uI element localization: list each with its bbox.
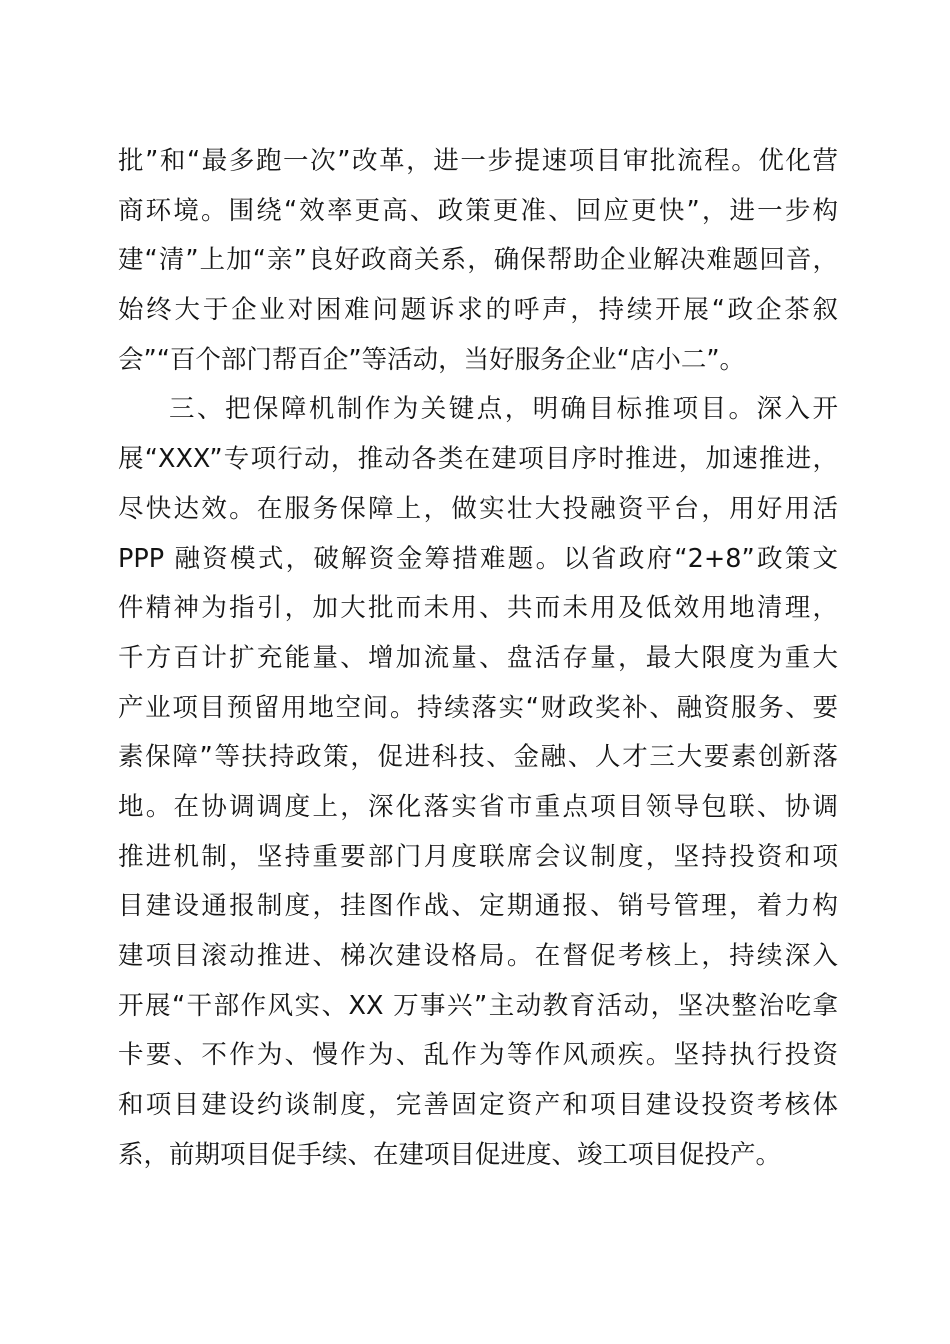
text-line: 卡要、不作为、慢作为、乱作为等作风顽疾。坚持执行投资 xyxy=(118,1040,838,1071)
text-line: 尽快达效。在服务保障上，做实壮大投融资平台，用好用活 xyxy=(118,493,838,524)
text-line: 件精神为指引，加大批而未用、共而未用及低效用地清理， xyxy=(118,593,838,624)
text-line: 千方百计扩充能量、增加流量、盘活存量，最大限度为重大 xyxy=(118,642,838,673)
text-line: 目建设通报制度，挂图作战、定期通报、销号管理，着力构 xyxy=(118,891,838,922)
text-line-paragraph-start: 三、把保障机制作为关键点，明确目标推项目。深入开 xyxy=(169,394,838,425)
text-line: 始终大于企业对困难问题诉求的呼声，持续开展“政企茶叙 xyxy=(118,295,838,326)
text-line-paragraph-end: 系，前期项目促手续、在建项目促进度、竣工项目促投产。 xyxy=(118,1139,782,1170)
text-line: 推进机制，坚持重要部门月度联席会议制度，坚持投资和项 xyxy=(118,841,838,872)
body-text xyxy=(118,137,838,1180)
text-line-paragraph-end: 会”“百个部门帮百企”等活动，当好服务企业“店小二”。 xyxy=(118,344,746,375)
text-line: 地。在协调调度上，深化落实省市重点项目领导包联、协调 xyxy=(118,791,838,822)
text-line: 商环境。围绕“效率更高、政策更准、回应更快”，进一步构 xyxy=(118,195,838,226)
text-line: 建项目滚动推进、梯次建设格局。在督促考核上，持续深入 xyxy=(118,941,838,971)
text-line: PPP 融资模式，破解资金筹措难题。以省政府“2+8”政策文 xyxy=(118,543,838,574)
text-line: 建“清”上加“亲”良好政商关系，确保帮助企业解决难题回音， xyxy=(118,245,838,276)
text-line: 产业项目预留用地空间。持续落实“财政奖补、融资服务、要 xyxy=(118,692,838,723)
text-line: 批”和“最多跑一次”改革，进一步提速项目审批流程。优化营 xyxy=(118,146,838,176)
text-line: 展“XXX”专项行动，推动各类在建项目序时推进，加速推进， xyxy=(118,444,838,475)
text-line: 和项目建设约谈制度，完善固定资产和项目建设投资考核体 xyxy=(118,1090,838,1121)
text-line: 开展“干部作风实、XX 万事兴”主动教育活动，坚决整治吃拿 xyxy=(118,990,838,1021)
text-line: 素保障”等扶持政策，促进科技、金融、人才三大要素创新落 xyxy=(118,742,838,773)
